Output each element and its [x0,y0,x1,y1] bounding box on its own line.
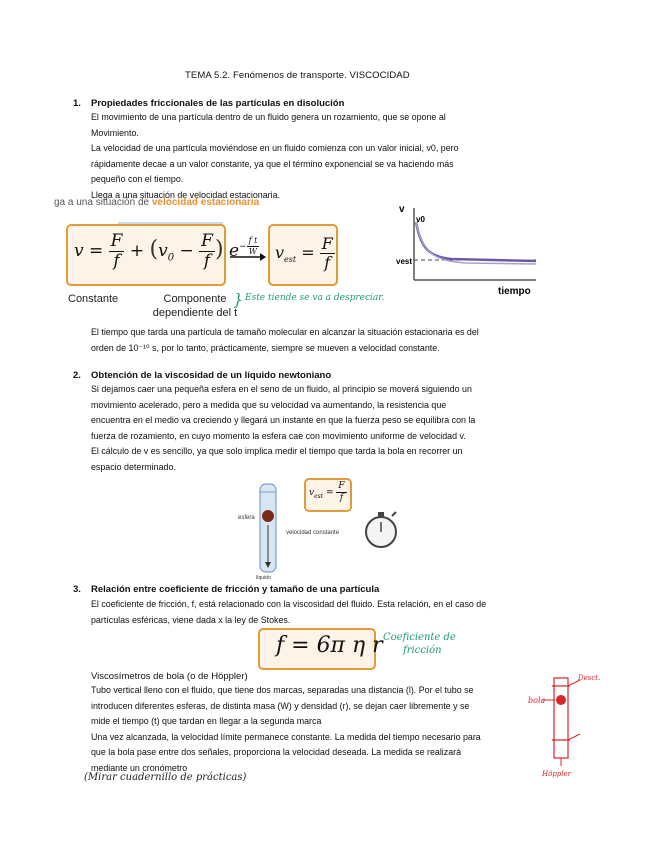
graph-x-label: tiempo [498,286,531,296]
graph-v-label: v [399,204,405,215]
small-vest-equation: $v_{est}$ = $\frac{F}{f}$ [309,481,345,503]
text-line: Llega a una situación de velocidad estacionaria. [91,189,280,200]
text-line: El coeficiente de fricción, f, está relacionado con la viscosidad del fluido. Esta relación, en el caso de [91,599,487,609]
liquido-label: líquido [256,575,271,580]
graph-vest-label: vest [396,257,413,266]
vest-equation: $v_{est}$ = $\frac{F}{f}$ [275,234,333,272]
page-title: TEMA 5.2. Fenómenos de transporte. VISCOCIDAD [185,70,410,81]
drawn-tube [554,678,568,758]
arrow-icon [230,252,266,262]
section-1-after [91,325,479,356]
text-line: Tubo vertical lleno con el fluido, que tiene dos marcas, separadas una distancia (l). Por el tubo se [91,685,474,695]
text-line: rápidamente decae a un valor constante, ya que el término exponencial se va haciendo más [91,158,454,169]
text-line: movimiento acelerado, pero a medida que su velocidad va aumentando, la resistencia que [91,399,447,410]
esfera-label: esfera [238,515,255,521]
text-line: mide el tiempo (t) que tardan en llegar a la segunda marca [91,716,322,727]
section-3-heading: Relación entre coeficiente de fricción y tamaño de una partícula [91,584,380,595]
drawn-ball [556,695,566,705]
velocity-equation: v = $\frac{F}{f}$ + ($v_0$ − $\frac{F}{f}$ ) $e^{- \frac{\text{f t}}{W}}$ [74,231,258,271]
text-line: El cálculo de v es sencillo, ya que solo implica medir el tiempo que tarda la bola en recorrer un [91,446,463,457]
velocity-label: velocidad constante [286,530,340,536]
velocity-decay-shadow [416,222,536,264]
stokes-law-equation: f = 6π η r [276,633,383,658]
brace-icon: } [233,290,244,309]
section-3-body [91,597,486,628]
text-line: mediante un cronómetro [91,762,188,773]
section-1-body [91,110,459,204]
time-dependent-label: Componente dependiente del t [152,293,238,319]
text-line: introducen diferentes esferas, de distinta masa (W) y densidad (r), se dejan caer libremente y se [91,700,470,711]
drawn-marks-label: Desct. [578,674,601,682]
text-line: fuerza de rozamiento, en cuyo momento la esfera cae con movimiento uniforme de velocidad v. [91,430,466,441]
sphere [262,510,274,522]
section-2-body [91,382,475,476]
hoppler-drawing [528,670,608,780]
section-1-number: 1. [73,98,81,109]
text-line: El movimiento de una partícula dentro de un fluido genera un rozamiento, que se opone al [91,112,446,122]
text-line: espacio determinado. [91,461,176,472]
drawn-bola-label: bola [528,696,546,705]
text-line: orden de 10⁻¹⁰ s, por lo tanto, prácticamente, siempre se mueven a velocidad constante. [91,342,440,353]
figure-cut-caption: ga a una situación de velocidad estacionaria [54,197,260,208]
constant-label: Constante [68,293,119,305]
text-line: encuentra en el medio va creciendo y llegará un instante en que la fuerza peso se equilibra con la [91,415,476,426]
section-3-number: 3. [73,584,81,595]
text-line: La velocidad de una partícula moviéndose en un fluido comienza con un valor inicial, v0, pero [91,143,459,154]
text-line: El tiempo que tarda una partícula de tamaño molecular en alcanzar la situación estacionaria es del [91,327,479,337]
drawn-hoppler-label: Höppler [542,770,572,778]
handwritten-note: Este tiende se va a despreciar. [245,293,385,303]
hoppler-body [91,683,481,777]
text-line: que la bola pase entre dos señales, proporciona la velocidad deseada. La medida se realizará [91,747,462,758]
hoppler-heading: Viscosímetros de bola (o de Höppler) [91,671,248,682]
section-1-heading: Propiedades friccionales de las partículas en disolución [91,98,345,109]
text-line: Movimiento. [91,127,139,138]
text-line: pequeño con el tiempo. [91,174,184,185]
section-2-number: 2. [73,370,81,381]
handwritten-practice-note: (Mirar cuadernillo de prácticas) [84,772,247,783]
text-line: partículas esféricas, viene dada x la ley de Stokes. [91,614,291,625]
velocity-time-graph [396,200,538,296]
graph-v0-label: v0 [416,215,425,224]
text-line: Si dejamos caer una pequeña esfera en el seno de un fluido, al principio se moverá siguiendo un [91,384,472,394]
section-2-heading: Obtención de la viscosidad de un líquido newtoniano [91,370,332,381]
text-line: Una vez alcanzada, la velocidad límite permanece constante. La medida del tiempo necesario para [91,731,481,742]
handwritten-coef-note: Coeficiente de fricción [383,632,456,656]
